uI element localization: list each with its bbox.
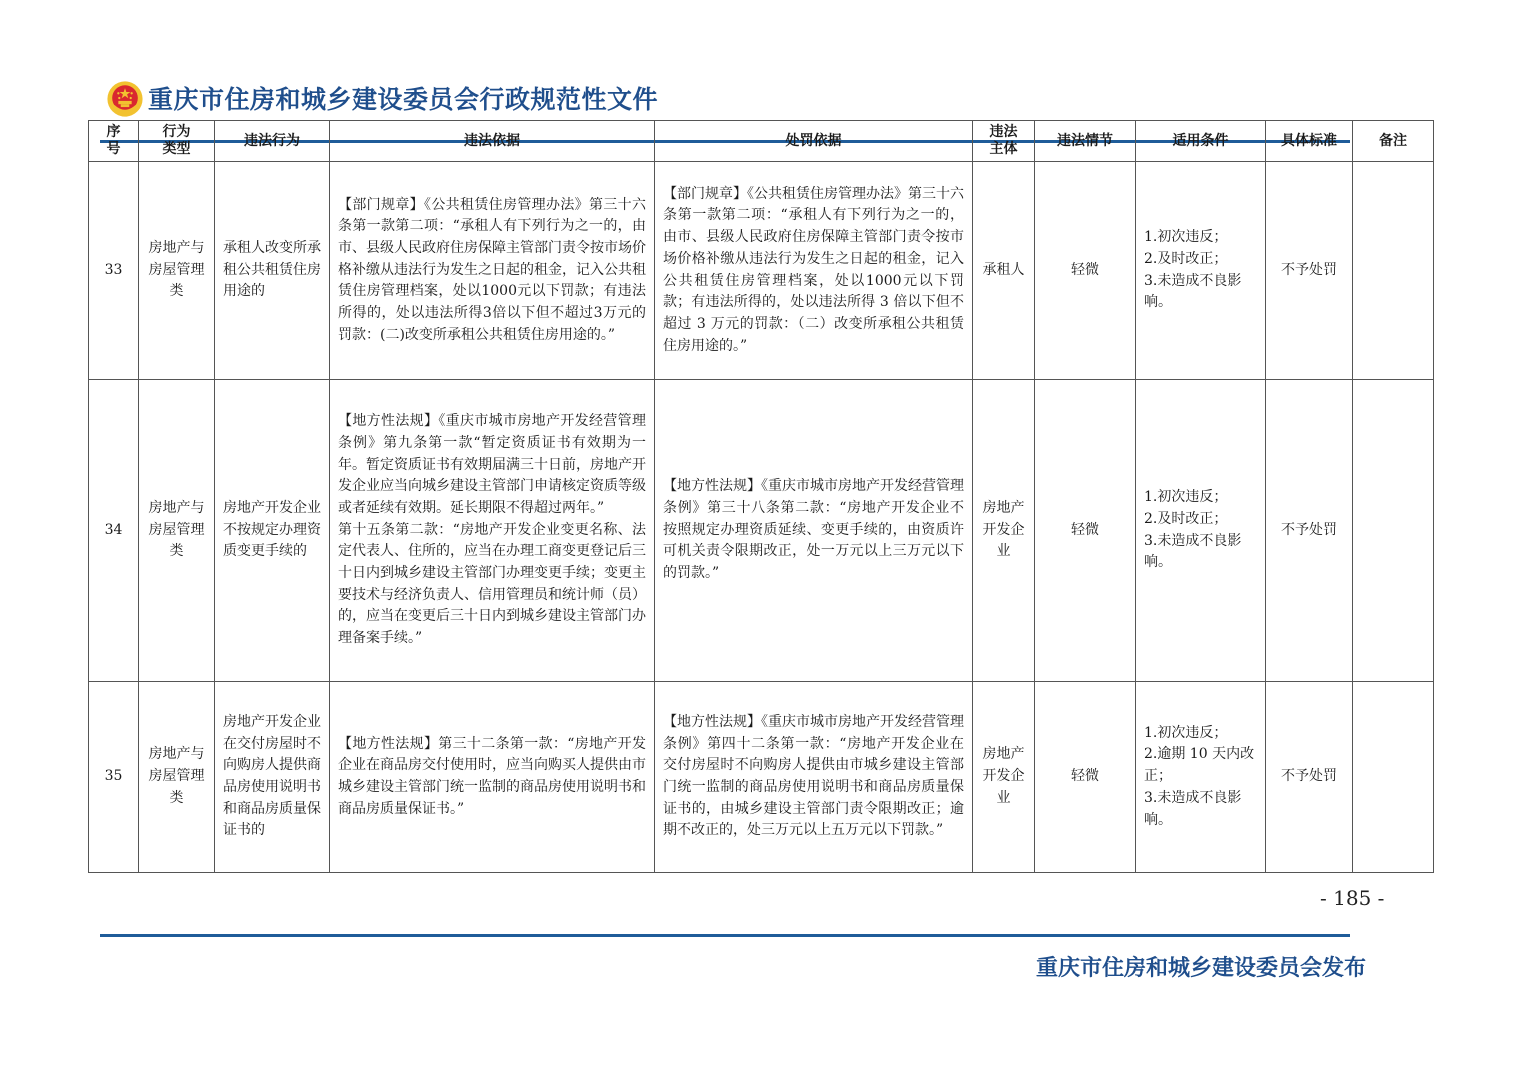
table-header-row: [89, 121, 1434, 162]
cell-conditions: 1.初次违反； 2.逾期 10 天内改正； 3.未造成不良影响。: [1136, 682, 1266, 873]
document-header-title: 重庆市住房和城乡建设委员会行政规范性文件: [148, 85, 659, 114]
cell-subject: 房地产开发企业: [973, 380, 1035, 682]
header-behavior: 违法行为: [215, 121, 330, 162]
cell-category: 房地产与房屋管理类: [139, 162, 215, 380]
cell-circumstance: 轻微: [1035, 682, 1136, 873]
penalty-standards-table: [88, 120, 1434, 873]
footer-publisher: 重庆市住房和城乡建设委员会发布: [1036, 956, 1367, 981]
cell-subject: 承租人: [973, 162, 1035, 380]
cell-remarks: [1353, 380, 1434, 682]
cell-violation-basis: 【部门规章】《公共租赁住房管理办法》第三十六条第一款第二项：“承租人有下列行为之一的，由市、县级人民政府住房保障主管部门责令按市场价格补缴从违法行为发生之日起的租金，记入公共租赁住房管理档案，处以1000元以下罚款；有违法所得的，处以违法所得3倍以下但不超过3万元的罚款：(二)改变所承租公共租赁住房用途的。”: [330, 162, 655, 380]
national-emblem-icon: [106, 80, 144, 118]
cell-conditions: 1.初次违反； 2.及时改正； 3.未造成不良影响。: [1136, 162, 1266, 380]
header-conditions: 适用条件: [1136, 121, 1266, 162]
header-index: 序 号: [89, 121, 139, 162]
table-row: [89, 162, 1434, 380]
cell-index: 34: [89, 380, 139, 682]
table-row: [89, 380, 1434, 682]
cell-subject: 房地产开发企业: [973, 682, 1035, 873]
cell-standard: 不予处罚: [1266, 162, 1353, 380]
cell-behavior: 房地产开发企业不按规定办理资质变更手续的: [215, 380, 330, 682]
cell-behavior: 承租人改变所承租公共租赁住房用途的: [215, 162, 330, 380]
header-penalty-basis: 处罚依据: [655, 121, 973, 162]
cell-behavior: 房地产开发企业在交付房屋时不向购房人提供商品房使用说明书和商品房质量保证书的: [215, 682, 330, 873]
cell-violation-basis: 【地方性法规】第三十二条第一款：“房地产开发企业在商品房交付使用时，应当向购买人提供由市城乡建设主管部门统一监制的商品房使用说明书和商品房质量保证书。”: [330, 682, 655, 873]
header-circumstance: 违法情节: [1035, 121, 1136, 162]
table-row: [89, 682, 1434, 873]
header-remarks: 备注: [1353, 121, 1434, 162]
header-violation-basis: 违法依据: [330, 121, 655, 162]
cell-violation-basis: 【地方性法规】《重庆市城市房地产开发经营管理条例》第九条第一款“暂定资质证书有效期为一年。暂定资质证书有效期届满三十日前，房地产开发企业应当向城乡建设主管部门申请核定资质等级或者延续有效期。延长期限不得超过两年。” 第十五条第二款：“房地产开发企业变更名称、法定代表人、住所的，应当在办理工商变更登记后三十日内到城乡建设主管部门办理变更手续；变更主要技术与经济负责人、信用管理员和统计师（员）的，应当在变更后三十日内到城乡建设主管部门办理备案手续。”: [330, 380, 655, 682]
cell-remarks: [1353, 682, 1434, 873]
cell-circumstance: 轻微: [1035, 162, 1136, 380]
cell-standard: 不予处罚: [1266, 682, 1353, 873]
cell-index: 33: [89, 162, 139, 380]
cell-penalty-basis: 【地方性法规】《重庆市城市房地产开发经营管理条例》第三十八条第二款：“房地产开发企业不按照规定办理资质延续、变更手续的，由资质许可机关责令限期改正，处一万元以上三万元以下的罚款。”: [655, 380, 973, 682]
cell-conditions: 1.初次违反； 2.及时改正； 3.未造成不良影响。: [1136, 380, 1266, 682]
header-subject: 违法 主体: [973, 121, 1035, 162]
cell-penalty-basis: 【部门规章】《公共租赁住房管理办法》第三十六条第一款第二项：“承租人有下列行为之一的，由市、县级人民政府住房保障主管部门责令按市场价格补缴从违法行为发生之日起的租金，记入公共租赁住房管理档案，处以1000元以下罚款；有违法所得的，处以违法所得 3 倍以下但不超过 3 万元的罚款：（二）改变所承租公共租赁住房用途的。”: [655, 162, 973, 380]
cell-category: 房地产与房屋管理类: [139, 682, 215, 873]
header-category: 行为 类型: [139, 121, 215, 162]
footer-rule: [100, 934, 1350, 937]
cell-category: 房地产与房屋管理类: [139, 380, 215, 682]
cell-circumstance: 轻微: [1035, 380, 1136, 682]
cell-remarks: [1353, 162, 1434, 380]
page-number: - 185 -: [1320, 886, 1385, 910]
cell-penalty-basis: 【地方性法规】《重庆市城市房地产开发经营管理条例》第四十二条第一款：“房地产开发企业在交付房屋时不向购房人提供由市城乡建设主管部门统一监制的商品房使用说明书和商品房质量保证书的，由城乡建设主管部门责令限期改正；逾期不改正的，处三万元以上五万元以下罚款。”: [655, 682, 973, 873]
cell-index: 35: [89, 682, 139, 873]
header-standard: 具体标准: [1266, 121, 1353, 162]
cell-standard: 不予处罚: [1266, 380, 1353, 682]
